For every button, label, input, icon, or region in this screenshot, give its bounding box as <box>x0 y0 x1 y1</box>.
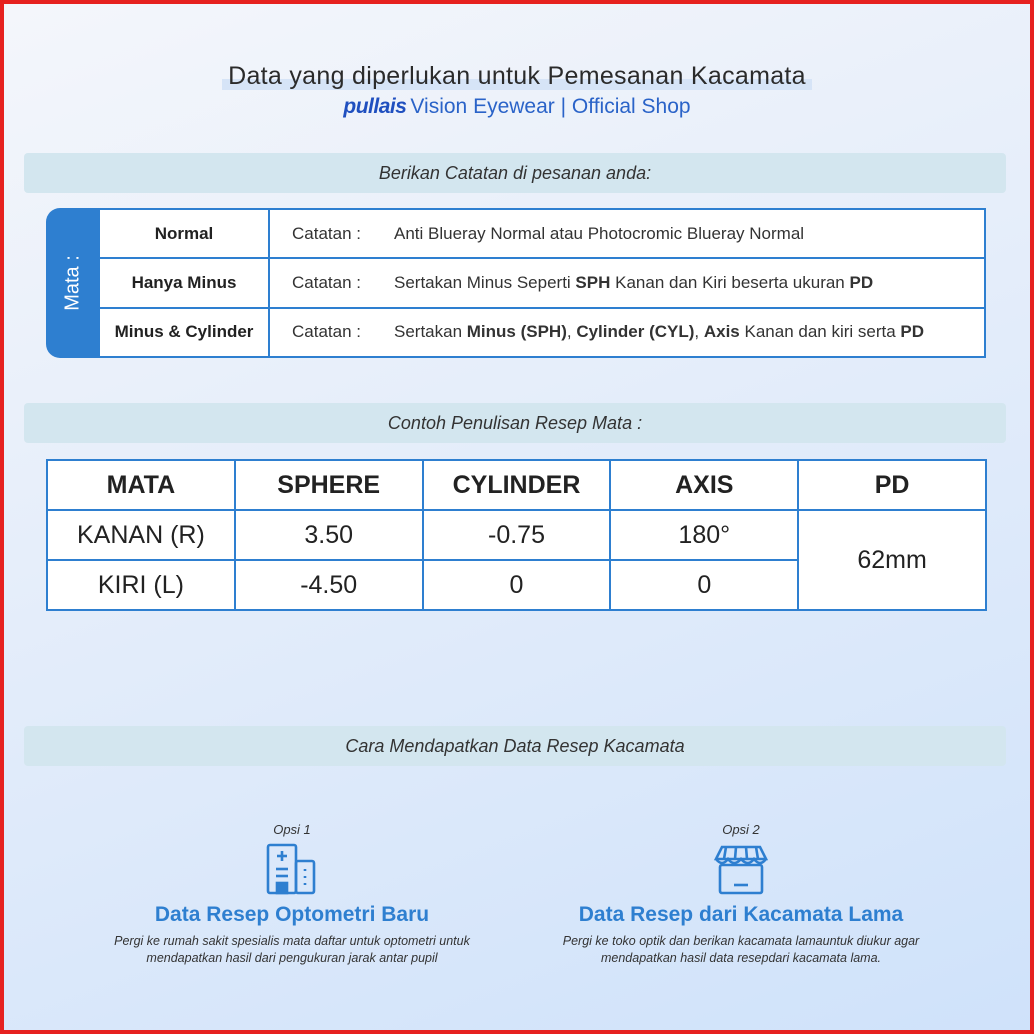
notes-heading: Berikan Catatan di pesanan anda: <box>378 162 652 183</box>
note-row <box>99 308 985 357</box>
note-text-part: , <box>566 322 577 342</box>
note-text-part: Kanan dan Kiri beserta ukuran <box>610 272 850 292</box>
note-row-text <box>269 308 985 357</box>
prescription-header-row <box>47 460 986 510</box>
cell-axis: 180° <box>610 510 798 560</box>
note-content <box>394 322 924 341</box>
note-row <box>99 209 985 258</box>
page-title: Data yang diperlukan untuk Pemesanan Kacamata <box>4 62 1030 91</box>
notes-table <box>98 208 986 358</box>
option-title: Data Resep dari Kacamata Lama <box>578 903 904 926</box>
note-row-label: Hanya Minus <box>99 258 269 307</box>
cell-mata: KIRI (L) <box>47 560 235 610</box>
note-text-part: PD <box>900 322 925 342</box>
col-header-cylinder: CYLINDER <box>423 460 611 510</box>
mata-side-tab <box>46 208 100 358</box>
cell-sphere: -4.50 <box>235 560 423 610</box>
cell-sphere: 3.50 <box>235 510 423 560</box>
col-header-mata: MATA <box>47 460 235 510</box>
note-text-part: Kanan dan kiri serta <box>739 322 901 342</box>
note-row-text <box>269 258 985 307</box>
notes-table-wrap <box>46 208 986 358</box>
note-row-label: Minus & Cylinder <box>99 308 269 357</box>
page-subtitle <box>4 95 1030 119</box>
note-text-part: Sertakan Minus Seperti <box>394 272 576 292</box>
cell-mata: KANAN (R) <box>47 510 235 560</box>
cell-pd: 62mm <box>798 510 986 610</box>
option-card-1 <box>72 822 512 967</box>
option-title: Data Resep Optometri Baru <box>154 903 430 926</box>
howto-heading: Cara Mendapatkan Data Resep Kacamata <box>345 735 685 756</box>
poster-canvas <box>4 4 1030 1030</box>
prescription-heading-band <box>24 403 1006 443</box>
cell-axis: 0 <box>610 560 798 610</box>
note-caption: Catatan : <box>292 322 361 342</box>
brand-logo: pullais <box>343 95 407 118</box>
note-text-part: PD <box>849 272 874 292</box>
note-text-part: Sertakan <box>394 322 467 342</box>
note-text-part: , <box>694 322 704 342</box>
mata-side-label: Mata : <box>61 255 84 311</box>
notes-heading-band <box>24 153 1006 193</box>
note-content <box>394 224 804 243</box>
note-text-part: Cylinder (CYL) <box>576 322 695 342</box>
note-text-part: Axis <box>703 322 740 342</box>
prescription-heading: Contoh Penulisan Resep Mata : <box>387 412 643 433</box>
shop-name: Vision Eyewear | Official Shop <box>410 95 691 118</box>
option-description: Pergi ke rumah sakit spesialis mata daftar untuk optometri untuk mendapatkan hasil dari pengukuran jarak antar pupil <box>114 934 470 965</box>
note-text-part: Anti Blueray Normal atau Photocromic Blueray Normal <box>394 223 805 243</box>
cell-cylinder: -0.75 <box>423 510 611 560</box>
cell-cylinder: 0 <box>423 560 611 610</box>
hospital-icon <box>263 841 321 897</box>
note-content <box>394 273 873 292</box>
howto-heading-band <box>24 726 1006 766</box>
note-text-part: Minus (SPH) <box>466 322 567 342</box>
note-text-part: SPH <box>575 272 611 292</box>
note-row-text <box>269 209 985 258</box>
option-label: Opsi 1 <box>273 822 311 837</box>
prescription-table <box>46 459 987 611</box>
col-header-axis: AXIS <box>610 460 798 510</box>
option-label: Opsi 2 <box>722 822 760 837</box>
store-icon <box>712 841 770 897</box>
col-header-sphere: SPHERE <box>235 460 423 510</box>
note-caption: Catatan : <box>292 223 361 243</box>
option-description: Pergi ke toko optik dan berikan kacamata lamauntuk diukur agar mendapatkan hasil data resepdari kacamata lama. <box>562 934 920 965</box>
option-card-2 <box>521 822 961 967</box>
col-header-pd: PD <box>798 460 986 510</box>
note-row-label: Normal <box>99 209 269 258</box>
table-row <box>47 510 986 560</box>
note-row <box>99 258 985 307</box>
note-caption: Catatan : <box>292 272 361 292</box>
